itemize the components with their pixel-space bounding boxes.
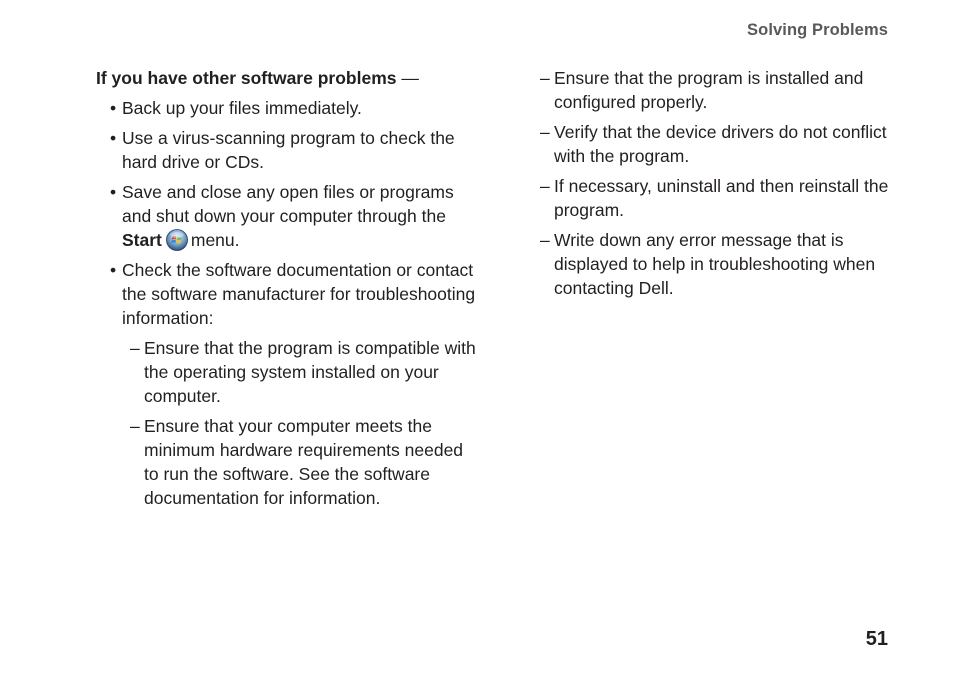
right-column	[540, 66, 900, 306]
bullet-item	[96, 96, 476, 120]
dash-marker: –	[540, 122, 550, 142]
section-heading-text: If you have other software problems	[96, 68, 397, 88]
left-column	[96, 66, 476, 516]
bullet-item	[96, 126, 476, 174]
sub-item	[96, 336, 476, 408]
sub-item	[540, 174, 900, 222]
dash-marker: –	[130, 416, 140, 436]
start-label: Start	[122, 230, 162, 250]
sub-item	[540, 228, 900, 300]
sub-item	[96, 414, 476, 510]
bullet-text: Use a virus-scanning program to check the hard drive or CDs.	[122, 128, 455, 172]
bullet-text: Check the software documentation or contact the software manufacturer for troubleshooting information:	[122, 260, 476, 328]
bullet-text-after: menu.	[190, 230, 240, 250]
dash-marker: –	[130, 338, 140, 358]
bullet-text: Save and close any open files or programs and shut down your computer through the	[122, 182, 454, 226]
bullet-marker: •	[110, 98, 117, 118]
sub-item-text: Verify that the device drivers do not conflict with the program.	[554, 122, 887, 166]
dash-marker: –	[540, 68, 550, 88]
dash-marker: –	[540, 230, 550, 250]
heading-dash: —	[401, 68, 419, 88]
bullet-marker: •	[110, 260, 117, 280]
bullet-text: Back up your files immediately.	[122, 98, 362, 118]
sub-item-text: Ensure that the program is installed and configured properly.	[554, 68, 864, 112]
windows-start-icon	[166, 229, 188, 251]
sub-item-text: If necessary, uninstall and then reinstall the program.	[554, 176, 889, 220]
bullet-item	[96, 180, 476, 252]
bullet-marker: •	[110, 182, 117, 202]
page-number: 51	[865, 628, 888, 650]
dash-marker: –	[540, 176, 550, 196]
bullet-item	[96, 258, 476, 330]
sub-item	[540, 66, 900, 114]
sub-item-text: Ensure that the program is compatible with the operating system installed on your computer.	[144, 338, 476, 406]
sub-item-text: Write down any error message that is displayed to help in troubleshooting when contacting Dell.	[554, 230, 876, 298]
sub-item	[540, 120, 900, 168]
running-head: Solving Problems	[747, 21, 888, 39]
section-heading	[96, 66, 476, 90]
sub-item-text: Ensure that your computer meets the minimum hardware requirements needed to run the software. See the software documentation for information.	[144, 416, 464, 508]
bullet-marker: •	[110, 128, 117, 148]
